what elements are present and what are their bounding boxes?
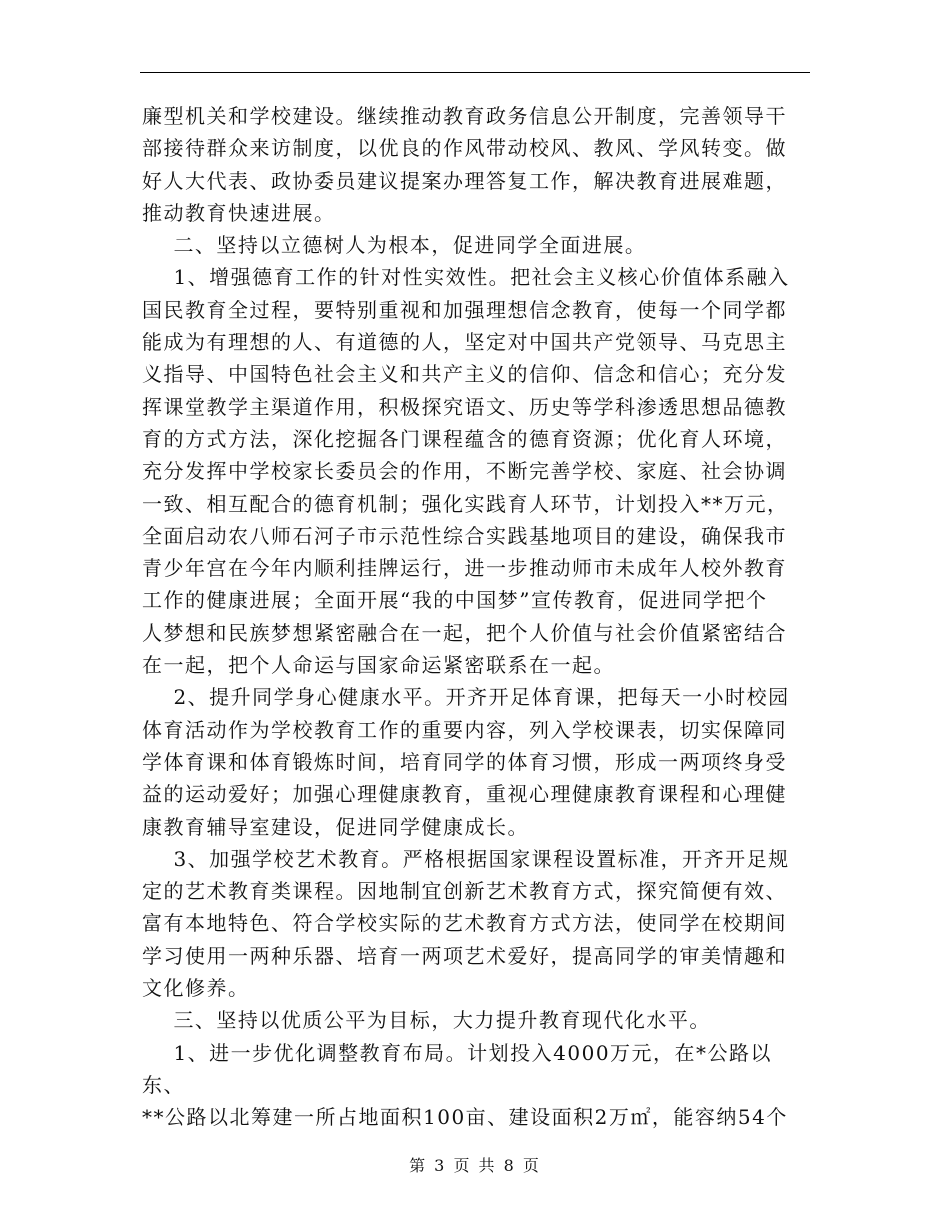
text-line: 人梦想和民族梦想紧密融合在一起，把个人价值与社会价值紧密结合	[142, 620, 787, 645]
text-line: 康教育辅导室建设，促进同学健康成长。	[142, 814, 529, 839]
body-text	[142, 100, 810, 1134]
text-line: 学体育课和体育锻炼时间，培育同学的体育习惯，形成一两项终身受	[142, 749, 787, 774]
text-line: 国民教育全过程，要特别重视和加强理想信念教育，使每一个同学都	[142, 297, 787, 322]
text-line: 一致、相互配合的德育机制；强化实践育人环节，计划投入**万元，	[142, 491, 789, 516]
text-line: 益的运动爱好；加强心理健康教育，重视心理健康教育课程和心理健	[142, 782, 787, 807]
text-line: 三、坚持以优质公平为目标，大力提升教育现代化水平。	[142, 1008, 711, 1033]
text-line: **公路以北筹建一所占地面积100亩、建设面积2万㎡，能容纳54个	[142, 1105, 788, 1130]
text-line: 2、提升同学身心健康水平。开齐开足体育课，把每天一小时校园	[142, 685, 790, 710]
text-line: 1、增强德育工作的针对性实效性。把社会主义核心价值体系融入	[142, 265, 790, 290]
text-line: 定的艺术教育类课程。因地制宜创新艺术教育方式，探究简便有效、	[142, 879, 787, 904]
text-line: 育的方式方法，深化挖掘各门课程蕴含的德育资源；优化育人环境，	[142, 426, 787, 451]
text-line: 在一起，把个人命运与国家命运紧密联系在一起。	[142, 653, 615, 678]
text-line: 3、加强学校艺术教育。严格根据国家课程设置标准，开齐开足规	[142, 846, 790, 871]
text-line: 能成为有理想的人、有道德的人，坚定对中国共产党领导、马克思主	[142, 330, 787, 355]
header-rule	[140, 72, 810, 73]
text-line: 好人大代表、政协委员建议提案办理答复工作，解决教育进展难题，	[142, 168, 787, 193]
text-line: 文化修养。	[142, 976, 250, 1001]
text-line: 二、坚持以立德树人为根本，促进同学全面进展。	[142, 233, 647, 258]
page-number: 第 3 页 共 8 页	[409, 1156, 541, 1175]
text-line: 1、进一步优化调整教育布局。计划投入4000万元，在*公路以东、	[142, 1040, 773, 1097]
text-line: 部接待群众来访制度，以优良的作风带动校风、教风、学风转变。做	[142, 136, 787, 161]
text-line: 体育活动作为学校教育工作的重要内容，列入学校课表，切实保障同	[142, 717, 787, 742]
text-line: 全面启动农八师石河子市示范性综合实践基地项目的建设，确保我市	[142, 523, 787, 548]
text-line: 富有本地特色、符合学校实际的艺术教育方式方法，使同学在校期间	[142, 911, 787, 936]
text-line: 青少年宫在今年内顺利挂牌运行，进一步推动师市未成年人校外教育	[142, 556, 787, 581]
text-line: 廉型机关和学校建设。继续推动教育政务信息公开制度，完善领导干	[142, 104, 787, 128]
text-line: 义指导、中国特色社会主义和共产主义的信仰、信念和信心；充分发	[142, 362, 787, 387]
text-line: 挥课堂教学主渠道作用，积极探究语文、历史等学科渗透思想品德教	[142, 394, 787, 419]
text-line: 工作的健康进展；全面开展“我的中国梦”宣传教育，促进同学把个	[142, 588, 768, 613]
text-line: 学习使用一两种乐器、培育一两项艺术爱好，提高同学的审美情趣和	[142, 943, 787, 968]
text-line: 充分发挥中学校家长委员会的作用，不断完善学校、家庭、社会协调	[142, 459, 787, 484]
text-line: 推动教育快速进展。	[142, 200, 336, 225]
